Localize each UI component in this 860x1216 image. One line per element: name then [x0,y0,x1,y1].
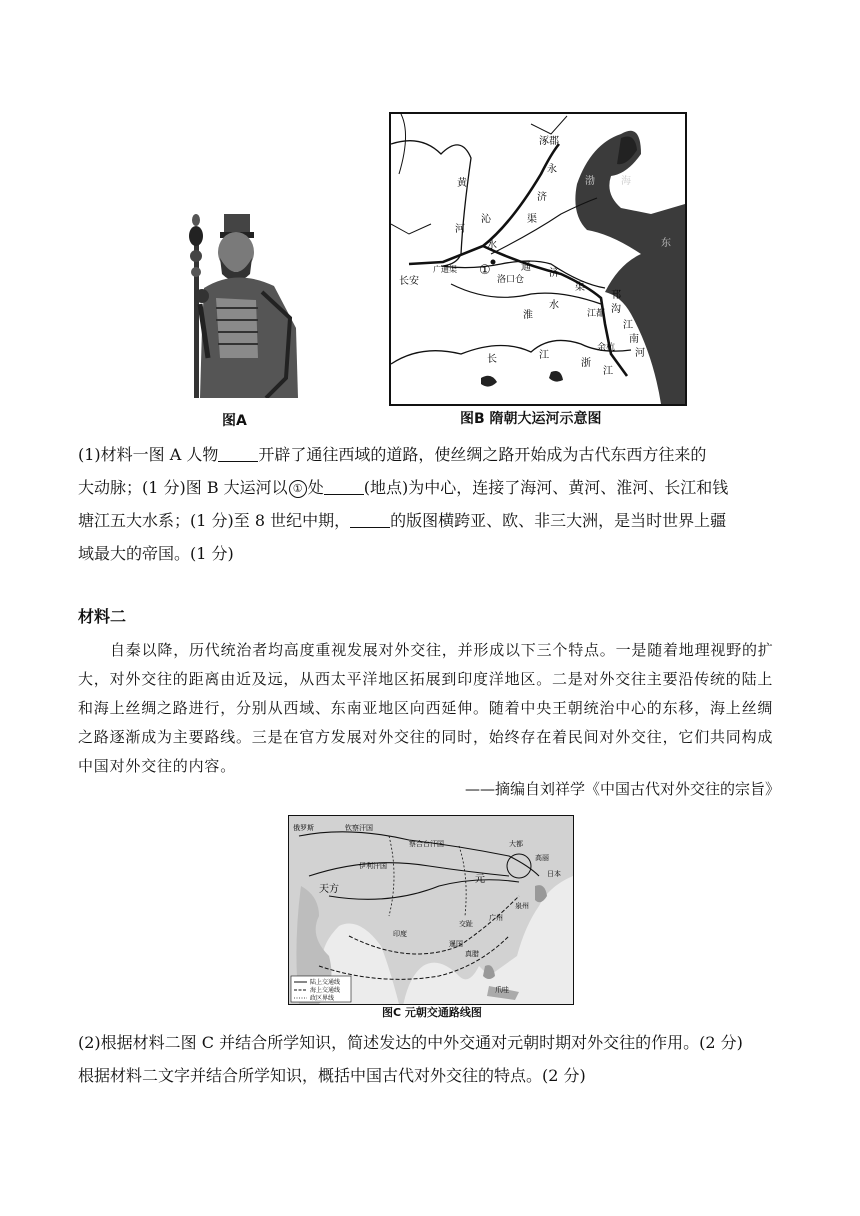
label-tianfang: 天方 [319,884,339,895]
figure-c-caption: 图C 元朝交通路线图 [382,1006,482,1019]
label-tongji-3: 渠 [575,282,585,293]
legend-sea-route: 海上交通线 [310,987,341,994]
label-yongji-3: 渠 [527,214,537,225]
q1-text-1: (1)材料一图 A 人物 [78,445,219,464]
label-guangtong: 广通渠 [433,265,457,274]
label-gaoli: 高丽 [535,854,549,862]
label-yuan: 元 [475,874,485,885]
label-jiangnan-1: 江 [623,320,633,331]
q1-text-8: 域最大的帝国。(1 分) [78,544,234,563]
label-eluosi: 俄罗斯 [293,824,314,832]
question-1 [78,438,784,570]
material-2-title: 材料二 [78,607,127,626]
label-luokou: 洛口仓 [497,275,525,285]
q1-text-6: 塘江五大水系；(1 分)至 8 世纪中期， [78,511,351,530]
label-quanzhou: 泉州 [515,902,529,910]
label-yongji-1: 永 [547,164,557,175]
q1-text-7: 的版图横跨亚、欧、非三大洲，是当时世界上疆 [390,511,727,530]
q2-text-1: (2)根据材料二图 C 并结合所学知识，简述发达的中外交通对元朝时期对外交往的作用。(2 分) [78,1033,743,1052]
label-zhenla: 真腊 [465,950,479,958]
label-hangou-2: 沟 [611,304,621,315]
label-huanghe-1: 黄 [457,178,467,189]
label-tongji-1: 通 [521,262,531,273]
label-dong: 东 [661,238,671,249]
label-yongji-2: 济 [537,192,547,203]
label-yuhang: 余杭 [597,343,616,353]
label-jiangdu: 江都 [587,309,606,319]
label-hangou-1: 邗 [611,290,621,301]
label-jiaozhi: 交趾 [459,920,473,928]
q1-text-3: 大动脉；(1 分)图 B 大运河以 [78,478,288,497]
grand-canal-map-figure-b [389,112,687,406]
q1-text-5: (地点)为中心，连接了海河、黄河、淮河、长江和钱 [363,478,729,497]
label-huai-2: 水 [549,300,559,311]
label-jiangnan-3: 河 [635,348,645,359]
q1-text-2: 开辟了通往西域的道路，使丝绸之路开始成为古代东西方往来的 [258,445,707,464]
label-jiang: 江 [539,350,549,361]
label-dadu: 大都 [509,840,523,848]
circled-number-1: ① [289,480,307,498]
label-circle-1: ① [479,263,491,278]
legend-land-route: 陆上交通线 [310,979,341,986]
yuan-routes-map-figure-c [288,815,574,1005]
material-2-paragraph: 自秦以降，历代统治者均高度重视发展对外交往，并形成以下三个特点。一是随着地理视野的扩大，对外交往的距离由近及远，从西太平洋地区拓展到印度洋地区。二是对外交往主要沿传统的陆上和海上丝绸之路进行，分别从西域、东南亚地区向西延伸。随着中央王朝统治中心的东移，海上丝绸之路逐渐成为主要路线。三是在官方发展对外交往的同时，始终存在着民间对外交往，它们共同构成中国对外交往的内容。 [78,641,774,775]
label-riben: 日本 [547,870,561,878]
label-qincha: 钦察汗国 [345,824,373,832]
label-bohai-2: 海 [621,176,631,187]
legend-boundary: 政区界线 [310,995,335,1002]
figure-a-caption: 图A [222,413,247,429]
label-bohai-1: 渤 [585,176,595,187]
label-zhuojun: 涿郡 [539,136,559,147]
label-jiangnan-2: 南 [629,334,639,345]
label-zhaowa: 爪哇 [495,986,509,994]
label-xianluo: 暹国 [449,940,463,948]
label-huanghe-2: 河 [455,224,465,235]
label-zhejiang: 江 [603,366,613,377]
label-yindu: 印度 [393,930,407,938]
label-qin-2: 水 [487,240,497,251]
figure-b-caption: 图B 隋朝大运河示意图 [460,411,602,427]
material-2-source: ——摘编自刘祥学《中国古代对外交往的宗旨》 [464,780,780,798]
label-tongji-2: 济 [549,268,559,279]
label-chaghatai: 察合台汗国 [409,840,444,848]
label-guangzhou: 广州 [489,914,503,922]
answer-blank-3[interactable] [350,511,390,528]
question-2 [78,1026,784,1092]
q1-text-4: 处 [307,478,324,497]
answer-blank-2[interactable] [324,478,364,495]
statue-figure-a [186,208,310,398]
q2-text-2: 根据材料二文字并结合所学知识，概括中国古代对外交往的特点。(2 分) [78,1066,586,1085]
label-changan: 长安 [399,276,419,287]
label-qin-1: 沁 [481,214,491,225]
label-zhe: 浙 [581,358,591,369]
label-huai-1: 淮 [523,310,533,321]
material-2-body [78,636,784,781]
label-chang: 长 [487,354,497,365]
label-ilkhan: 伊利汗国 [359,862,387,870]
answer-blank-1[interactable] [218,445,258,462]
